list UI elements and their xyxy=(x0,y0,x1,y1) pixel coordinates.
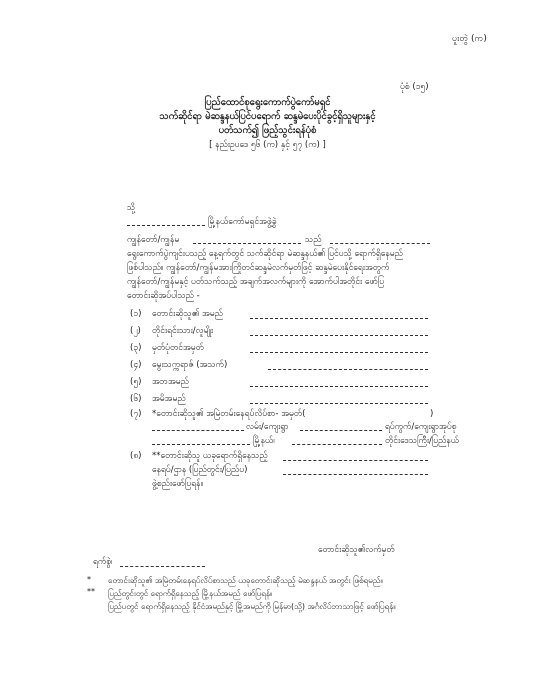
date-blank[interactable] xyxy=(120,566,205,567)
field-2-number: (၂) xyxy=(130,326,141,336)
address-close-paren: ) xyxy=(430,409,434,419)
field-4-blank[interactable] xyxy=(268,369,428,370)
field-2-label: တိုင်းရင်းသား/လူမျိုး xyxy=(152,326,214,336)
paragraph-line-2: ဖြစ်ပါသည်။ ကျွန်တော်/ကျွန်မအားကြိုတင်ဆန္ဒမဲလက်မှတ်ဖြင့် ဆန္ဒမဲပေးနိုင်ရေးအတွက် xyxy=(127,263,390,273)
ward-blank[interactable] xyxy=(300,430,382,431)
street-blank[interactable] xyxy=(152,430,244,431)
footnote-1-mark: * xyxy=(87,575,91,584)
signature-label: တောင်းဆိုသူ၏လက်မှတ် xyxy=(318,545,395,555)
field-3-number: (၃) xyxy=(130,343,142,353)
township-blank[interactable] xyxy=(152,444,250,445)
current-blank-2[interactable] xyxy=(283,474,428,475)
sender-suffix: သည် xyxy=(305,235,322,245)
field-6-number: (၆) xyxy=(130,394,142,404)
field-4-number: (၄) xyxy=(130,360,142,370)
title-line-2: သက်ဆိုင်ရာ မဲဆန္ဒနယ်ပြင်ပရောက် ဆန္ဒမဲပေးပိုင်ခွင့်ရှိသူများနှင့် xyxy=(159,111,376,122)
field-4-label: မွေးသက္ကရာဇ် (အသက်) xyxy=(152,360,228,370)
paragraph-line-1: ရွေးကောက်ပွဲကျင်းပသည့် နေ့ရက်တွင် သက်ဆိုင်ရာ မဲဆန္ဒနယ်၏ ပြင်ပသို့ ရောက်ရှိနေမည် xyxy=(127,249,403,259)
field-5-blank[interactable] xyxy=(250,386,428,387)
address-number: (၇) xyxy=(130,409,142,419)
office-label: မြို့နယ်ကော်မရှင်အဖွဲ့ခွဲ xyxy=(208,217,277,227)
sender-prefix: ကျွန်တော်/ကျွန်မ xyxy=(127,235,180,245)
footnote-3-text: ပြည်ပတွင် ရောက်ရှိနေသည့် နိုင်ငံအမည်နှင့် မြို့အမည်ကို မြန်မာ(သို့) အင်္ဂလိပ်ဘာသာဖြင့် ဖော်ပြရန်။ xyxy=(108,602,396,611)
region-blank[interactable] xyxy=(292,444,382,445)
field-5-label: အဘအမည် xyxy=(152,377,189,387)
form-number: ပုံစံ (၁၅) xyxy=(400,82,429,92)
township-label: မြို့နယ်၊ xyxy=(253,436,275,446)
current-label: **တောင်းဆိုသူ ယခုရောက်ရှိနေသည့် xyxy=(152,451,268,461)
footnote-2-mark: ** xyxy=(87,587,95,596)
field-2-blank[interactable] xyxy=(250,335,428,336)
address-label: *တောင်းဆိုသူ၏ အမြဲတမ်းနေရပ်လိပ်စာ- အမှတ်( xyxy=(152,409,306,419)
field-1-number: (၁) xyxy=(130,309,142,319)
street-label: လမ်း/ကျေးရွာ xyxy=(246,422,289,432)
title-line-1: ပြည်ထောင်စုရွေးကောက်ပွဲကော်မရှင် xyxy=(204,97,331,108)
field-6-blank[interactable] xyxy=(250,403,428,404)
current-line-2: နေရပ်/ဌာန (ပြည်တွင်း/ပြည်ပ) xyxy=(152,465,248,475)
appendix-label: ပူးတွဲ (က) xyxy=(452,34,487,44)
rule-reference: [ နည်းဥပဒေ ၅၆ (က) နှင့် ၅၇ (က) ] xyxy=(209,140,326,150)
footnote-1-text: တောင်းဆိုသူ၏ အမြဲတမ်းနေရပ်လိပ်စာသည် ယခုတောင်းဆိုသည့် မဲဆန္ဒနယ် အတွင်း ဖြစ်ရမည်။ xyxy=(108,576,383,585)
ward-label: ရပ်ကွက်/ကျေးရွာအုပ်စု xyxy=(385,422,457,432)
paragraph-line-3: ကျွန်တော်/ကျွန်မနှင့် ပတ်သက်သည့် အချက်အလက်များကို အောက်ပါအတိုင်း ဖော်ပြ xyxy=(127,277,385,287)
field-6-label: အမိအမည် xyxy=(152,394,186,404)
to-label: သို့ xyxy=(127,203,136,213)
current-line-3: ဖွဲ့စည်းဖော်ပြရန်။ xyxy=(152,479,204,489)
current-blank-1[interactable] xyxy=(283,460,428,461)
office-blank[interactable] xyxy=(127,225,205,226)
field-3-blank[interactable] xyxy=(250,352,428,353)
field-5-number: (၅) xyxy=(130,377,142,387)
paragraph-line-4: တောင်းဆိုအပ်ပါသည် - xyxy=(127,291,200,301)
sender-name-blank[interactable] xyxy=(193,243,301,244)
region-label: တိုင်းဒေသကြီး/ပြည်နယ် xyxy=(385,436,459,446)
current-number: (၈) xyxy=(130,451,142,461)
date-label: ရက်စွဲ၊ xyxy=(93,557,113,567)
field-1-label: တောင်းဆိုသူ၏ အမည် xyxy=(152,309,223,319)
field-1-blank[interactable] xyxy=(250,318,428,319)
title-line-3: ပတ်သက်၍ ဖြည့်သွင်းရန်ပုံစံ xyxy=(218,125,317,136)
field-3-label: မှတ်ပုံတင်အမှတ် xyxy=(152,343,204,353)
footnote-2-text: ပြည်တွင်းတွင် ရောက်ရှိနေသည့် မြို့နယ်အမည် ဖော်ပြရန်။ xyxy=(108,589,273,598)
sender-extra-blank[interactable] xyxy=(330,243,430,244)
